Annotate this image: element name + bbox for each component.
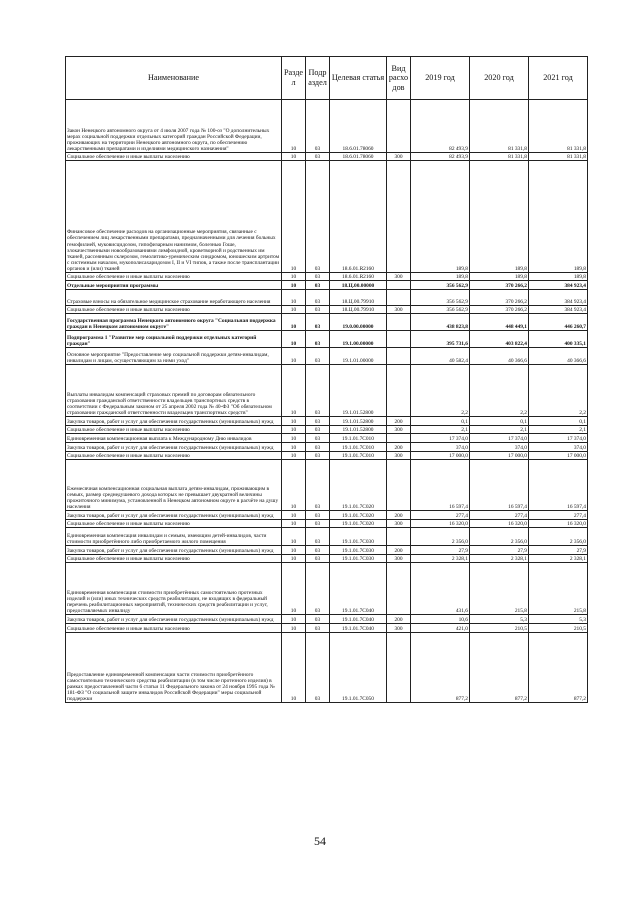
- row-name: Страховые взносы на обязательное медицинское страхование неработающего населения: [66, 290, 282, 306]
- row-podrazdel: 03: [306, 624, 330, 633]
- row-razdel: 10: [282, 290, 306, 306]
- row-value-2019: 2 328,1: [411, 555, 470, 563]
- row-name: Ежемесячная компенсационная социальная выплата детям-инвалидам, проживающим в семьях, размер среднедушевого дохода которых не превышает двукратной величины прожиточного минимума, установленной в Ненецком автономном округе в расчёте на душу населения: [66, 460, 282, 511]
- row-value-2021: 877,2: [529, 633, 588, 703]
- row-target-article: 18.6.01.R2160: [330, 161, 387, 273]
- row-value-2021: 189,8: [529, 273, 588, 281]
- row-value-2020: 5,3: [470, 615, 529, 624]
- table-row: [66, 555, 588, 563]
- row-razdel: 10: [282, 520, 306, 528]
- table-row: [66, 365, 588, 417]
- row-value-2020: 17 374,0: [470, 434, 529, 443]
- row-target-article: 18.6.01.R2160: [330, 273, 387, 281]
- row-name: Отдельные мероприятия программы: [66, 281, 282, 290]
- row-expense-type: 200: [387, 511, 411, 520]
- row-value-2020: 2 356,0: [470, 528, 529, 546]
- row-value-2020: 277,4: [470, 511, 529, 520]
- row-name: Финансовое обеспечение расходов на организационные мероприятия, связанные с обеспечением лиц лекарственными препаратами, предназначенными для лечения больных гемофилией, муковисцидозом, гипофизарным нанизмом, болезнью Гоше, злокачественными новообразованиями лимфоидной, кроветворной и родственных им тканей, рассеянным склерозом, гемолитико-уремическим синдромом, юношеским артритом с системным началом, мукополисахаридозом I, II и VI типов, а также после трансплантации органов и (или) тканей: [66, 161, 282, 273]
- row-expense-type: [387, 528, 411, 546]
- row-value-2019: 16 320,0: [411, 520, 470, 528]
- row-target-article: 19.1.01.52800: [330, 426, 387, 434]
- row-razdel: 10: [282, 281, 306, 290]
- row-podrazdel: 03: [306, 273, 330, 281]
- row-value-2019: 431,6: [411, 563, 470, 615]
- row-value-2020: 877,2: [470, 633, 529, 703]
- table-body: [66, 100, 588, 703]
- row-podrazdel: 03: [306, 281, 330, 290]
- row-razdel: 10: [282, 443, 306, 452]
- row-podrazdel: 03: [306, 511, 330, 520]
- row-value-2021: 17 374,0: [529, 434, 588, 443]
- page-number: 54: [314, 834, 326, 848]
- row-value-2020: 16 320,0: [470, 520, 529, 528]
- row-value-2019: 2,1: [411, 426, 470, 434]
- row-value-2019: 16 597,4: [411, 460, 470, 511]
- header-name: Наименование: [66, 57, 282, 100]
- table-row: [66, 426, 588, 434]
- row-razdel: 10: [282, 331, 306, 348]
- row-value-2020: 370 266,2: [470, 290, 529, 306]
- table-row: [66, 281, 588, 290]
- row-value-2021: 2 328,1: [529, 555, 588, 563]
- row-podrazdel: 03: [306, 434, 330, 443]
- header-podrazdel: Подр аздел: [306, 57, 330, 100]
- row-expense-type: 300: [387, 555, 411, 563]
- row-value-2021: 81 331,8: [529, 100, 588, 153]
- row-razdel: 10: [282, 460, 306, 511]
- row-razdel: 10: [282, 528, 306, 546]
- row-name: Социальное обеспечение и иные выплаты населению: [66, 624, 282, 633]
- row-value-2020: 81 331,8: [470, 153, 529, 161]
- row-podrazdel: 03: [306, 615, 330, 624]
- row-target-article: 18.Ц.00.00000: [330, 281, 387, 290]
- row-value-2020: 370 266,2: [470, 281, 529, 290]
- row-value-2019: 2 356,0: [411, 528, 470, 546]
- row-expense-type: [387, 460, 411, 511]
- row-target-article: 19.1.01.7С030: [330, 555, 387, 563]
- row-value-2021: 189,8: [529, 161, 588, 273]
- row-value-2021: 2 356,0: [529, 528, 588, 546]
- row-value-2021: 81 331,8: [529, 153, 588, 161]
- row-value-2019: 277,4: [411, 511, 470, 520]
- row-name: Государственная программа Ненецкого автономного округа "Социальная поддержка граждан в Ненецком автономном округе": [66, 314, 282, 331]
- row-name: Единовременная компенсационная выплата к Международному Дню инвалидов: [66, 434, 282, 443]
- row-name: Закупка товаров, работ и услуг для обеспечения государственных (муниципальных) нужд: [66, 615, 282, 624]
- row-razdel: 10: [282, 633, 306, 703]
- row-podrazdel: 03: [306, 443, 330, 452]
- table-row: [66, 290, 588, 306]
- row-razdel: 10: [282, 452, 306, 460]
- row-target-article: 19.1.01.00000: [330, 348, 387, 365]
- row-value-2021: 400 335,1: [529, 331, 588, 348]
- row-target-article: 18.6.01.78060: [330, 100, 387, 153]
- row-value-2020: 189,8: [470, 161, 529, 273]
- table-row: [66, 443, 588, 452]
- row-value-2020: 0,1: [470, 417, 529, 426]
- table-row: [66, 528, 588, 546]
- row-value-2020: 448 449,1: [470, 314, 529, 331]
- row-value-2019: 189,8: [411, 273, 470, 281]
- row-target-article: 19.1.01.7С040: [330, 615, 387, 624]
- row-target-article: 19.1.01.7С020: [330, 460, 387, 511]
- row-expense-type: 300: [387, 273, 411, 281]
- row-value-2019: 17 374,0: [411, 434, 470, 443]
- row-podrazdel: 03: [306, 555, 330, 563]
- row-razdel: 10: [282, 434, 306, 443]
- table-header-row: [66, 57, 588, 100]
- header-year-2019: 2019 год: [411, 57, 470, 100]
- row-expense-type: [387, 161, 411, 273]
- row-name: Единовременная компенсация стоимости приобретённых самостоятельно протезных изделий и (или) иных технических средств реабилитации, не входящих в федеральный перечень реабилитационных мероприятий, технических средств реабилитации и услуг, предоставляемых инвалиду: [66, 563, 282, 615]
- row-expense-type: [387, 281, 411, 290]
- row-value-2021: 374,0: [529, 443, 588, 452]
- row-razdel: 10: [282, 615, 306, 624]
- table-row: [66, 563, 588, 615]
- row-expense-type: 200: [387, 546, 411, 555]
- row-name: Социальное обеспечение и иные выплаты населению: [66, 426, 282, 434]
- table-row: [66, 520, 588, 528]
- row-podrazdel: 03: [306, 290, 330, 306]
- row-podrazdel: 03: [306, 417, 330, 426]
- row-podrazdel: 03: [306, 452, 330, 460]
- row-value-2020: 189,8: [470, 273, 529, 281]
- row-podrazdel: 03: [306, 365, 330, 417]
- table-row: [66, 624, 588, 633]
- row-razdel: 10: [282, 563, 306, 615]
- row-value-2021: 5,3: [529, 615, 588, 624]
- row-name: Предоставление единовременной компенсации части стоимости приобретённого самостоятельно технического средства реабилитации (в том числе протезного изделия) в рамках предоставленной части 6 статьи 11 Федерального закона от 24 ноября 1995 года № 181-ФЗ "О социальной защите инвалидов Российской Федерации" меры социальной поддержки: [66, 633, 282, 703]
- row-target-article: 19.1.01.7С010: [330, 443, 387, 452]
- row-name: Закупка товаров, работ и услуг для обеспечения государственных (муниципальных) нужд: [66, 546, 282, 555]
- row-target-article: 19.1.00.00000: [330, 331, 387, 348]
- row-name: Закон Ненецкого автономного округа от 4 июля 2007 года № 100-оз "О дополнительных мерах социальной поддержки отдельных категорий граждан Российской Федерации, проживающих на территории Ненецкого автономного округа, по обеспечению лекарственными препаратами и изделиями медицинского назначения": [66, 100, 282, 153]
- row-value-2020: 2 328,1: [470, 555, 529, 563]
- row-value-2019: 27,9: [411, 546, 470, 555]
- row-podrazdel: 03: [306, 460, 330, 511]
- row-value-2020: 16 597,4: [470, 460, 529, 511]
- row-razdel: 10: [282, 511, 306, 520]
- row-value-2020: 40 366,6: [470, 348, 529, 365]
- row-value-2019: 374,0: [411, 443, 470, 452]
- row-value-2021: 16 320,0: [529, 520, 588, 528]
- table-row: [66, 511, 588, 520]
- row-razdel: 10: [282, 624, 306, 633]
- row-expense-type: [387, 563, 411, 615]
- row-target-article: 19.1.01.7С020: [330, 511, 387, 520]
- header-razdel: Разде л: [282, 57, 306, 100]
- row-target-article: 19.1.01.7С040: [330, 563, 387, 615]
- row-name: Социальное обеспечение и иные выплаты населению: [66, 153, 282, 161]
- row-target-article: 19.1.01.52800: [330, 417, 387, 426]
- row-value-2021: 40 366,6: [529, 348, 588, 365]
- row-podrazdel: 03: [306, 314, 330, 331]
- row-name: Единовременная компенсация инвалидам и семьям, имеющим детей-инвалидов, части стоимости приобретённого либо приобретаемого жилого помещения: [66, 528, 282, 546]
- row-value-2019: 395 731,6: [411, 331, 470, 348]
- header-target-article: Целевая статья: [330, 57, 387, 100]
- row-expense-type: 300: [387, 426, 411, 434]
- row-expense-type: 200: [387, 417, 411, 426]
- row-value-2021: 2,1: [529, 426, 588, 434]
- row-target-article: 19.1.01.52800: [330, 365, 387, 417]
- table-row: [66, 452, 588, 460]
- table-row: [66, 615, 588, 624]
- row-value-2021: 16 597,4: [529, 460, 588, 511]
- row-target-article: 19.1.01.7С040: [330, 624, 387, 633]
- row-razdel: 10: [282, 546, 306, 555]
- row-expense-type: 300: [387, 306, 411, 314]
- row-name: Социальное обеспечение и иные выплаты населению: [66, 555, 282, 563]
- budget-table-container: [65, 56, 587, 703]
- row-value-2019: 421,0: [411, 624, 470, 633]
- row-value-2021: 17 000,0: [529, 452, 588, 460]
- row-expense-type: 300: [387, 452, 411, 460]
- row-target-article: 18.6.01.78060: [330, 153, 387, 161]
- header-expense-type: Вид расхо дов: [387, 57, 411, 100]
- table-row: [66, 348, 588, 365]
- row-value-2020: 17 000,0: [470, 452, 529, 460]
- row-value-2021: 0,1: [529, 417, 588, 426]
- row-value-2019: 0,1: [411, 417, 470, 426]
- row-expense-type: 300: [387, 520, 411, 528]
- row-razdel: 10: [282, 306, 306, 314]
- row-expense-type: [387, 633, 411, 703]
- row-name: Закупка товаров, работ и услуг для обеспечения государственных (муниципальных) нужд: [66, 417, 282, 426]
- row-podrazdel: 03: [306, 161, 330, 273]
- row-value-2019: 2,2: [411, 365, 470, 417]
- row-value-2020: 27,9: [470, 546, 529, 555]
- row-value-2019: 356 562,9: [411, 306, 470, 314]
- row-value-2021: 215,8: [529, 563, 588, 615]
- row-target-article: 19.1.01.7С050: [330, 633, 387, 703]
- row-podrazdel: 03: [306, 306, 330, 314]
- row-razdel: 10: [282, 348, 306, 365]
- header-year-2020: 2020 год: [470, 57, 529, 100]
- table-row: [66, 306, 588, 314]
- row-name: Социальное обеспечение и иные выплаты населению: [66, 306, 282, 314]
- row-name: Основное мероприятие "Предоставление мер социальной поддержки детям-инвалидам, инвалидам и лицам, осуществляющим за ними уход": [66, 348, 282, 365]
- table-row: [66, 331, 588, 348]
- row-target-article: 19.1.01.7С010: [330, 452, 387, 460]
- table-row: [66, 460, 588, 511]
- row-value-2021: 2,2: [529, 365, 588, 417]
- row-name: Выплаты инвалидам компенсаций страховых премий по договорам обязательного страхования гражданской ответственности владельцев транспортных средств в соответствии с Федеральным законом от 25 апреля 2002 года № 40-ФЗ "Об обязательном страховании гражданской ответственности владельцев транспортных средств": [66, 365, 282, 417]
- row-name: Социальное обеспечение и иные выплаты населению: [66, 452, 282, 460]
- row-value-2019: 356 562,9: [411, 281, 470, 290]
- row-razdel: 10: [282, 314, 306, 331]
- row-podrazdel: 03: [306, 153, 330, 161]
- row-name: Подпрограмма 1 "Развитие мер социальной поддержки отдельных категорий граждан": [66, 331, 282, 348]
- row-target-article: 18.Ц.00.79910: [330, 290, 387, 306]
- row-target-article: 19.0.00.00000: [330, 314, 387, 331]
- row-razdel: 10: [282, 365, 306, 417]
- row-value-2021: 384 923,4: [529, 281, 588, 290]
- row-value-2019: 40 582,4: [411, 348, 470, 365]
- row-razdel: 10: [282, 417, 306, 426]
- table-row: [66, 153, 588, 161]
- row-value-2019: 10,6: [411, 615, 470, 624]
- row-razdel: 10: [282, 161, 306, 273]
- row-expense-type: 300: [387, 624, 411, 633]
- row-value-2019: 17 000,0: [411, 452, 470, 460]
- table-row: [66, 161, 588, 273]
- row-podrazdel: 03: [306, 633, 330, 703]
- row-value-2020: 370 266,2: [470, 306, 529, 314]
- row-podrazdel: 03: [306, 546, 330, 555]
- row-value-2019: 82 493,9: [411, 100, 470, 153]
- row-value-2021: 446 260,7: [529, 314, 588, 331]
- row-name: Социальное обеспечение и иные выплаты населению: [66, 520, 282, 528]
- row-podrazdel: 03: [306, 426, 330, 434]
- row-razdel: 10: [282, 100, 306, 153]
- row-value-2020: 210,5: [470, 624, 529, 633]
- row-value-2021: 384 923,4: [529, 306, 588, 314]
- row-value-2021: 384 923,4: [529, 290, 588, 306]
- row-value-2020: 374,0: [470, 443, 529, 452]
- row-value-2020: 2,2: [470, 365, 529, 417]
- row-expense-type: 200: [387, 443, 411, 452]
- row-podrazdel: 03: [306, 528, 330, 546]
- row-razdel: 10: [282, 153, 306, 161]
- table-row: [66, 417, 588, 426]
- row-razdel: 10: [282, 273, 306, 281]
- row-value-2021: 210,5: [529, 624, 588, 633]
- table-row: [66, 434, 588, 443]
- row-expense-type: [387, 434, 411, 443]
- row-value-2019: 438 823,8: [411, 314, 470, 331]
- row-podrazdel: 03: [306, 331, 330, 348]
- row-value-2020: 81 331,8: [470, 100, 529, 153]
- row-podrazdel: 03: [306, 563, 330, 615]
- row-target-article: 19.1.01.7С030: [330, 528, 387, 546]
- row-expense-type: [387, 365, 411, 417]
- row-expense-type: [387, 314, 411, 331]
- row-value-2021: 277,4: [529, 511, 588, 520]
- row-expense-type: [387, 290, 411, 306]
- row-value-2019: 82 493,9: [411, 153, 470, 161]
- row-value-2019: 877,2: [411, 633, 470, 703]
- row-razdel: 10: [282, 426, 306, 434]
- row-podrazdel: 03: [306, 100, 330, 153]
- row-target-article: 19.1.01.7С030: [330, 546, 387, 555]
- table-row: [66, 546, 588, 555]
- row-value-2020: 2,1: [470, 426, 529, 434]
- header-year-2021: 2021 год: [529, 57, 588, 100]
- row-value-2019: 356 562,9: [411, 290, 470, 306]
- row-expense-type: [387, 100, 411, 153]
- row-value-2020: 215,8: [470, 563, 529, 615]
- row-expense-type: 200: [387, 615, 411, 624]
- table-row: [66, 633, 588, 703]
- table-row: [66, 314, 588, 331]
- row-target-article: 19.1.01.7С010: [330, 434, 387, 443]
- row-name: Социальное обеспечение и иные выплаты населению: [66, 273, 282, 281]
- row-razdel: 10: [282, 555, 306, 563]
- row-target-article: 18.Ц.00.79910: [330, 306, 387, 314]
- row-value-2020: 403 822,4: [470, 331, 529, 348]
- row-podrazdel: 03: [306, 348, 330, 365]
- table-row: [66, 100, 588, 153]
- row-name: Закупка товаров, работ и услуг для обеспечения государственных (муниципальных) нужд: [66, 443, 282, 452]
- budget-table: [65, 56, 588, 703]
- row-podrazdel: 03: [306, 520, 330, 528]
- table-row: [66, 273, 588, 281]
- row-expense-type: [387, 348, 411, 365]
- row-expense-type: [387, 331, 411, 348]
- row-expense-type: 300: [387, 153, 411, 161]
- row-name: Закупка товаров, работ и услуг для обеспечения государственных (муниципальных) нужд: [66, 511, 282, 520]
- row-value-2019: 189,8: [411, 161, 470, 273]
- row-value-2021: 27,9: [529, 546, 588, 555]
- row-target-article: 19.1.01.7С020: [330, 520, 387, 528]
